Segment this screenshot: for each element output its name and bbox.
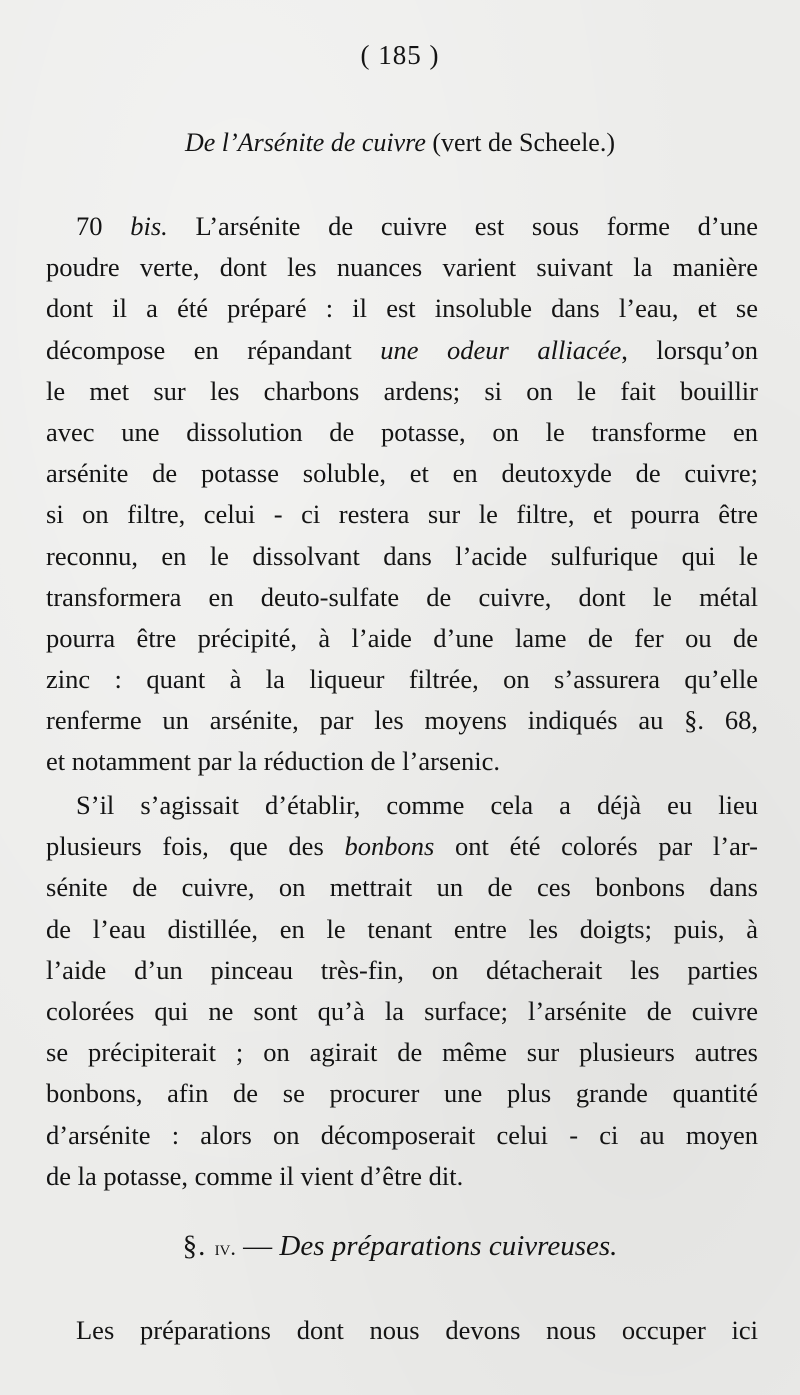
subsection-heading xyxy=(0,1230,800,1263)
text-segment: dont il a été préparé : il est insoluble dans l’eau, et se xyxy=(46,293,758,324)
text-line xyxy=(46,1156,758,1197)
text-line xyxy=(46,536,758,577)
text-segment: , lorsqu’on xyxy=(621,334,759,365)
text-line xyxy=(46,785,758,826)
text-segment: bonbons, afin de se procurer une plus grande quantité xyxy=(46,1078,758,1109)
paragraph-preparations xyxy=(46,1310,758,1351)
text-segment: l’aide d’un pinceau très-fin, on détacherait les parties xyxy=(46,954,758,985)
italic-segment: bis. xyxy=(130,211,168,241)
text-line xyxy=(46,206,758,247)
text-line xyxy=(46,867,758,908)
text-segment: se précipiterait ; on agirait de même sur plusieurs autres xyxy=(46,1037,758,1068)
text-line xyxy=(46,371,758,412)
text-line xyxy=(46,412,758,453)
text-line xyxy=(46,1073,758,1114)
text-segment: d’arsénite : alors on décomposerait celui - ci au moyen xyxy=(46,1119,758,1150)
text-segment: arsénite de potasse soluble, et en deutoxyde de cuivre; xyxy=(46,458,758,489)
text-segment: L’arsénite de cuivre est sous forme d’une xyxy=(167,211,759,241)
text-line xyxy=(46,950,758,991)
text-line xyxy=(46,659,758,700)
text-line xyxy=(46,741,758,782)
text-segment: reconnu, en le dissolvant dans l’acide sulfurique qui le xyxy=(46,540,758,571)
text-segment: le met sur les charbons ardens; si on le fait bouillir xyxy=(46,375,758,406)
text-line xyxy=(46,1115,758,1156)
text-segment: décompose en répandant xyxy=(46,334,381,365)
text-line xyxy=(46,494,758,535)
subsection-symbol: §. xyxy=(182,1230,215,1262)
subsection-title: Des préparations cuivreuses. xyxy=(279,1230,618,1262)
paragraph-bonbons xyxy=(46,785,758,1197)
text-segment: ont été colorés par l’ar- xyxy=(434,831,758,862)
text-line xyxy=(46,700,758,741)
text-line xyxy=(46,618,758,659)
text-segment: S’il s’agissait d’établir, comme cela a déjà eu lieu xyxy=(76,790,758,820)
text-line xyxy=(46,453,758,494)
text-segment: et notamment par la réduction de l’arsenic. xyxy=(46,746,500,777)
text-line xyxy=(46,909,758,950)
text-segment: de la potasse, comme il vient d’être dit. xyxy=(46,1160,464,1191)
section-heading-prefix: De l’ xyxy=(184,128,238,157)
subsection-numeral: iv. xyxy=(214,1235,236,1260)
text-segment: 70 xyxy=(76,211,131,241)
text-segment: transformera en deuto-sulfate de cuivre, dont le métal xyxy=(46,581,758,612)
paragraph-arsenite-description xyxy=(46,206,758,783)
text-segment: pourra être précipité, à l’aide d’une lame de fer ou de xyxy=(46,622,758,653)
text-segment: si on filtre, celui - ci restera sur le filtre, et pourra être xyxy=(46,499,758,530)
section-heading-italic: Arsénite de cuivre xyxy=(237,128,426,157)
text-line xyxy=(46,577,758,618)
text-segment: sénite de cuivre, on mettrait un de ces bonbons dans xyxy=(46,872,758,903)
text-segment: colorées qui ne sont qu’à la surface; l’arsénite de cuivre xyxy=(46,995,758,1026)
section-heading xyxy=(0,128,800,158)
text-segment: renferme un arsénite, par les moyens indiqués au §. 68, xyxy=(46,705,758,736)
text-segment: de l’eau distillée, en le tenant entre les doigts; puis, à xyxy=(46,913,758,944)
text-line xyxy=(46,991,758,1032)
text-line xyxy=(46,826,758,867)
text-segment: avec une dissolution de potasse, on le transforme en xyxy=(46,416,758,447)
page-number: ( 185 ) xyxy=(360,40,440,70)
italic-segment: une odeur alliacée xyxy=(380,334,622,365)
text-line xyxy=(46,330,758,371)
text-segment: poudre verte, dont les nuances varient suivant la manière xyxy=(46,252,758,283)
text-line xyxy=(46,1032,758,1073)
text-segment: zinc : quant à la liqueur filtrée, on s’assurera qu’elle xyxy=(46,664,758,695)
section-heading-suffix: (vert de Scheele.) xyxy=(425,128,615,157)
text-segment: plusieurs fois, que des xyxy=(46,831,345,862)
text-line xyxy=(46,288,758,329)
text-line xyxy=(46,247,758,288)
text-line: Les préparations dont nous devons nous occuper ici xyxy=(76,1315,758,1345)
italic-segment: bonbons xyxy=(344,831,435,862)
subsection-dash: — xyxy=(235,1230,280,1262)
